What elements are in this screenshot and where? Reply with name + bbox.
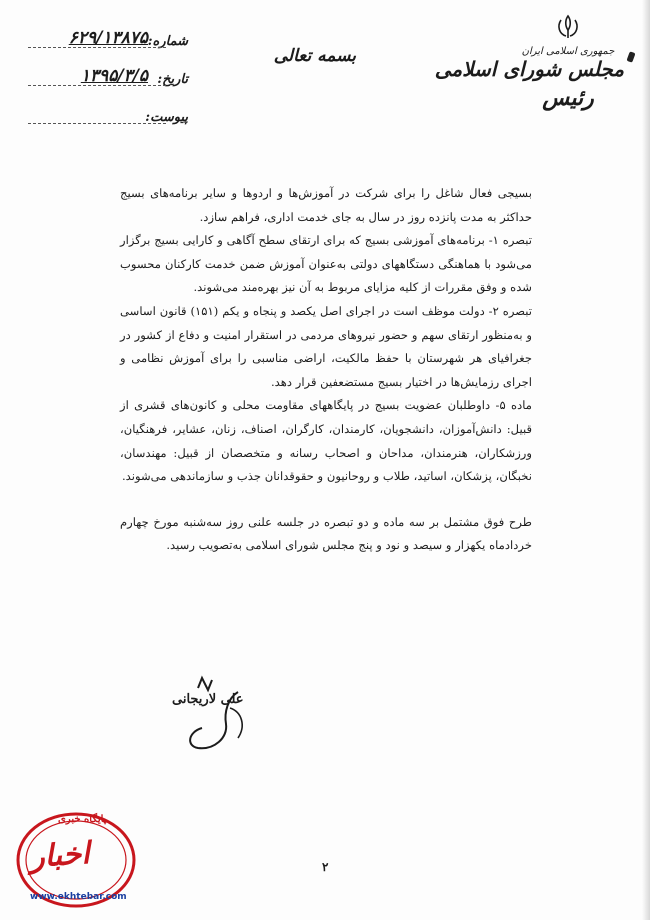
body-paragraph-2: تبصره ۱- برنامه‌های آموزشی بسیج که برای ارتقای سطح آگاهی و کارایی بسیج برگزار می‌شود با هماهنگی دستگاههای دولتی به‌عنوان آموزش ضمن خدمت کارکنان محسوب شده و وفق مقررات از کلیه مزایای مربوط به آن نیز بهره‌مند می‌شوند.: [120, 233, 532, 295]
letter-body: [120, 182, 532, 558]
institution-name: مجلس شورای اسلامی: [434, 57, 624, 81]
signature-scribble-icon: [168, 668, 258, 758]
attachment-field: [28, 106, 188, 144]
date-label: تاریخ:: [157, 72, 188, 87]
date-field: [28, 68, 188, 106]
body-paragraph-3: تبصره ۲- دولت موظف است در اجرای اصل یکصد و پنجاه و یکم (۱۵۱) قانون اساسی و به‌منظور ارتقای سهم و حضور نیروهای مردمی در استقرار امنیت و دفاع از کشور در جغرافیای هر شهرستان با حفظ مالکیت، اراضی مناسبی را برای آموزش نظامی و اجرای رزمایش‌ها در اختیار بسیج مستضعفین قرار دهد.: [120, 303, 532, 389]
attachment-label: پیوست:: [145, 110, 188, 125]
institution-header: [434, 14, 624, 111]
basmala: بسمه تعالی: [273, 46, 356, 66]
stamp-top-text: پایگاه خبری: [58, 814, 107, 825]
number-label: شماره:: [147, 34, 188, 49]
page-edge-shadow: [642, 0, 650, 920]
institution-role: رئیس: [542, 85, 594, 111]
letter-meta: [28, 30, 188, 144]
body-paragraph-1: بسیجی فعال شاغل را برای شرکت در آموزش‌ها و اردوها و سایر برنامه‌های بسیج حداکثر به مدت پانزده روز در سال به جای خدمت اداری، فراهم سازد.: [120, 186, 532, 224]
signer-name: علی لاریجانی: [172, 692, 244, 707]
paragraph-gap: [120, 489, 532, 511]
corner-mark: [626, 51, 635, 62]
number-value: ۶۲۹/۱۳۸۷۵: [68, 28, 148, 48]
iran-emblem-icon: [553, 14, 583, 40]
stamp-url: www.ekhtebar.com: [30, 892, 127, 902]
institution-subtitle: جمهوری اسلامی ایران: [521, 46, 615, 57]
body-paragraph-4: ماده ۵- داوطلبان عضویت بسیج در پایگاههای مقاومت محلی و کانون‌های قشری از قبیل: دانش‌آموزان، دانشجویان، کارمندان، کارگران، اصناف، زنان، عشایر، فرهنگیان، ورزشکاران، هنرمندان، مداحان و اصحاب رسانه و متخصصان از قبیل: مهندسان، نخبگان، پزشکان، اساتید، طلاب و روحانیون و حقوقدانان جذب و سازماندهی می‌شوند.: [120, 398, 532, 484]
number-field: [28, 30, 188, 68]
page-number: ۲: [322, 860, 329, 874]
attachment-line: [28, 123, 166, 124]
date-value: ۱۳۹۵/۳/۵: [80, 66, 148, 86]
stamp-main-text: اخبار: [28, 835, 91, 876]
closing-paragraph: طرح فوق مشتمل بر سه ماده و دو تبصره در جلسه علنی روز سه‌شنبه مورخ چهارم خردادماه یکهزار و سیصد و نود و پنج مجلس شورای اسلامی به‌تصویب رسید.: [120, 514, 532, 553]
